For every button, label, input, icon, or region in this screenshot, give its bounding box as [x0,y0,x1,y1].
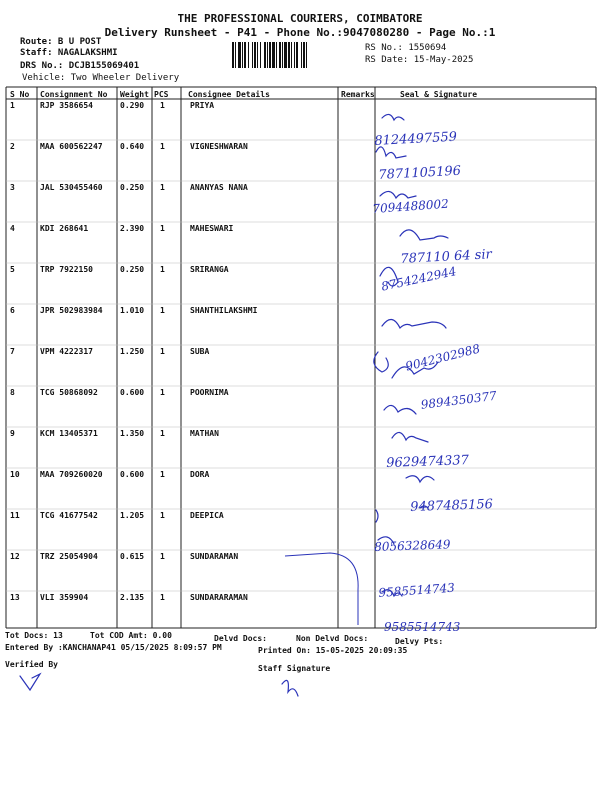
col-header-seal: Seal & Signature [400,90,478,99]
row-sno: 11 [10,511,20,520]
row-pcs: 1 [160,470,165,479]
row-weight: 0.250 [120,265,145,274]
row-sno: 1 [10,101,15,110]
handwritten-phone: 8754242944 [380,264,458,294]
company-name: THE PROFESSIONAL COURIERS, COIMBATORE [177,12,423,25]
row-consignment-no: TCG 50868092 [40,388,98,397]
row-consignment-no: JPR 502983984 [40,306,103,315]
col-header-sno: S No [10,90,30,99]
row-pcs: 1 [160,183,165,192]
row-sno: 12 [10,552,20,561]
row-weight: 0.290 [120,101,145,110]
row-pcs: 1 [160,306,165,315]
row-consignee: SUNDARAMAN [190,552,239,561]
row-sno: 6 [10,306,15,315]
row-consignee: SUNDARARAMAN [190,593,248,602]
row-consignment-no: TRZ 25054904 [40,552,98,561]
row-consignee: ANANYAS NANA [190,183,248,192]
handwritten-phone: 9585514743 [384,620,461,634]
row-consignee: SRIRANGA [190,265,229,274]
row-pcs: 1 [160,429,165,438]
barcode [232,42,358,68]
handwritten-phone: 7094488002 [372,196,450,216]
row-consignment-no: KCM 13405371 [40,429,98,438]
row-sno: 4 [10,224,15,233]
delivery-points: Delvy Pts: [395,637,444,646]
runsheet-title: Delivery Runsheet - P41 - Phone No.:9047080280 - Page No.:1 [104,26,496,39]
staff-signature-label: Staff Signature [258,664,331,673]
non-delivered-docs: Non Delvd Docs: [296,634,369,643]
verified-by-label: Verified By [5,660,58,669]
row-pcs: 1 [160,265,165,274]
row-pcs: 1 [160,347,165,356]
row-weight: 0.600 [120,388,145,397]
row-pcs: 1 [160,511,165,520]
row-sno: 7 [10,347,15,356]
vehicle-label: Vehicle: Two Wheeler Delivery [22,73,180,83]
row-weight: 0.250 [120,183,145,192]
row-consignee: VIGNESHWARAN [190,142,248,151]
staff-label: Staff: NAGALAKSHMI [20,48,118,58]
row-pcs: 1 [160,101,165,110]
total-docs: Tot Docs: 13 [5,631,63,640]
handwritten-phone: 7871105196 [378,163,462,183]
delivered-docs: Delvd Docs: [214,634,267,643]
entered-by: Entered By :KANCHANAP41 05/15/2025 8:09:57 PM [5,643,222,652]
row-sno: 8 [10,388,15,397]
row-weight: 0.600 [120,470,145,479]
route-label: Route: B U POST [20,37,102,47]
row-consignment-no: JAL 530455460 [40,183,103,192]
row-consignment-no: RJP 3586654 [40,101,93,110]
total-cod-amount: Tot COD Amt: 0.00 [90,631,172,640]
row-weight: 2.135 [120,593,145,602]
handwritten-phone: 9487485156 [410,497,494,515]
row-consignment-no: TCG 41677542 [40,511,98,520]
col-header-weight: Weight [120,90,149,99]
rs-number: RS No.: 1550694 [365,43,447,53]
row-pcs: 1 [160,593,165,602]
row-weight: 1.010 [120,306,145,315]
row-sno: 13 [10,593,20,602]
row-consignment-no: VLI 359904 [40,593,89,602]
col-header-pcs: PCS [154,90,169,99]
row-consignment-no: TRP 7922150 [40,265,93,274]
row-consignment-no: MAA 709260020 [40,470,103,479]
handwritten-phone: 9894350377 [420,388,498,412]
row-consignee: POORNIMA [190,388,229,397]
row-consignment-no: KDI 268641 [40,224,89,233]
row-weight: 0.615 [120,552,145,561]
row-consignee: DEEPICA [190,511,224,520]
row-pcs: 1 [160,552,165,561]
col-header-remarks: Remarks [341,90,375,99]
handwritten-phone: 9042302988 [404,341,482,374]
row-weight: 1.350 [120,429,145,438]
row-weight: 2.390 [120,224,145,233]
row-weight: 0.640 [120,142,145,151]
handwritten-phone: 787110 64 sir [400,247,493,267]
row-consignee: MATHAN [190,429,219,438]
row-consignee: MAHESWARI [190,224,234,233]
row-sno: 9 [10,429,15,438]
drs-label: DRS No.: DCJB155069401 [20,61,140,71]
row-consignee: PRIYA [190,101,215,110]
rs-date: RS Date: 15-May-2025 [365,55,474,65]
handwritten-phone: 9629474337 [386,453,470,471]
row-consignment-no: VPM 4222317 [40,347,93,356]
row-weight: 1.250 [120,347,145,356]
row-consignment-no: MAA 600562247 [40,142,103,151]
row-consignee: SUBA [190,347,210,356]
row-pcs: 1 [160,224,165,233]
col-header-consignee: Consignee Details [188,90,270,99]
row-sno: 2 [10,142,15,151]
row-consignee: SHANTHILAKSHMI [190,306,258,315]
row-sno: 3 [10,183,15,192]
handwritten-phone: 8056328649 [374,537,451,554]
row-sno: 10 [10,470,20,479]
handwritten-phone: 8124497559 [374,129,458,149]
row-sno: 5 [10,265,15,274]
handwritten-phone: 9585514743 [378,580,456,600]
printed-on: Printed On: 15-05-2025 20:09:35 [258,646,408,655]
row-consignee: DORA [190,470,210,479]
row-pcs: 1 [160,142,165,151]
row-pcs: 1 [160,388,165,397]
barcode-bar [307,42,309,68]
row-weight: 1.205 [120,511,145,520]
col-header-consignment: Consignment No [40,90,108,99]
